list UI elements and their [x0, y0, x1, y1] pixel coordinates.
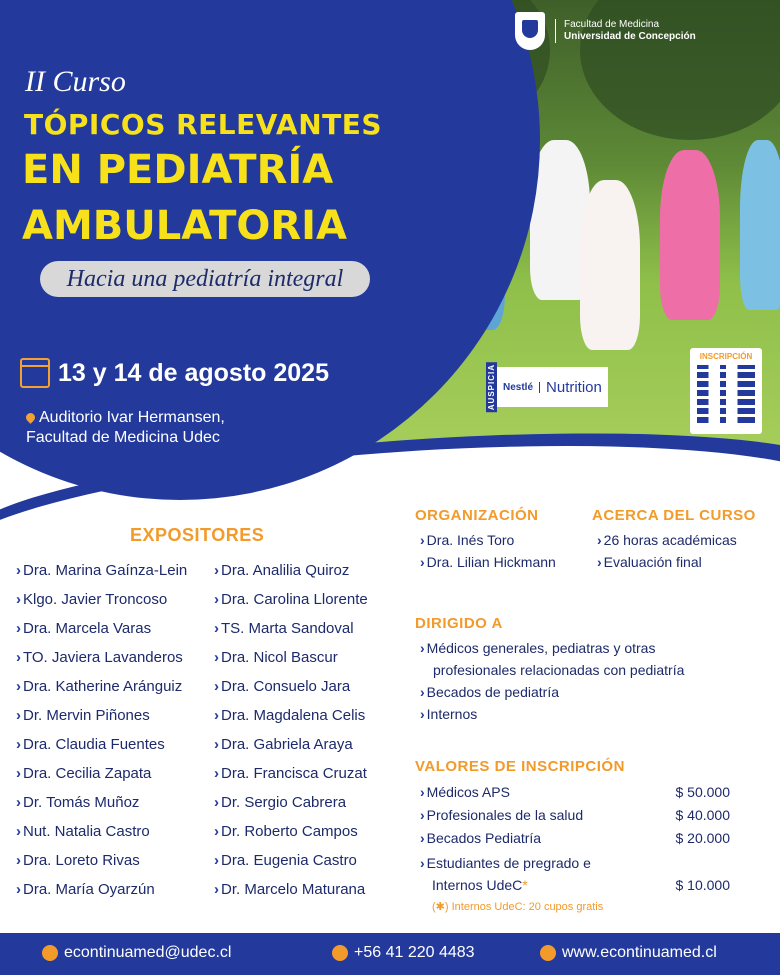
location-pin-icon — [24, 411, 37, 424]
date-text: 13 y 14 de agosto 2025 — [58, 358, 329, 387]
expositores-column-1 — [16, 556, 187, 904]
sponsor-badge — [486, 362, 608, 412]
title-line-1: TÓPICOS RELEVANTES — [24, 108, 383, 141]
logo-line-2: Universidad de Concepción — [564, 31, 696, 42]
speaker-item: › Dra. Nicol Bascur — [214, 649, 338, 666]
speaker-item: › Dr. Sergio Cabrera — [214, 794, 347, 811]
speaker-item: › Dra. Loreto Rivas — [16, 852, 140, 869]
speaker-item: › Dra. Gabriela Araya — [214, 736, 353, 753]
course-prefix: II Curso — [25, 65, 126, 98]
speaker-item: › Dra. Eugenia Castro — [214, 852, 357, 869]
acerca-list — [597, 529, 737, 573]
price-row: › Médicos APS $ 50.000 — [420, 784, 730, 800]
organizacion-list — [420, 529, 556, 573]
faculty-logo — [515, 12, 696, 50]
expositores-heading: EXPOSITORES — [130, 525, 265, 545]
speaker-item: › Dra. Marcela Varas — [16, 620, 152, 637]
list-item-continuation: profesionales relacionadas con pediatría — [433, 662, 685, 678]
speaker-item: › Dra. Katherine Aránguiz — [16, 678, 183, 695]
qr-code-icon[interactable] — [697, 365, 755, 423]
subtitle-pill: Hacia una pediatría integral — [40, 261, 370, 297]
venue-line-2: Facultad de Medicina Udec — [26, 429, 220, 446]
price-row-students-2: Internos UdeC* $ 10.000 — [432, 877, 730, 893]
speaker-item: › Klgo. Javier Troncoso — [16, 591, 168, 608]
price-note: (✱) Internos UdeC: 20 cupos gratis — [432, 901, 604, 913]
speaker-item: › Dra. Magdalena Celis — [214, 707, 366, 724]
price-row: › Becados Pediatría $ 20.000 — [420, 830, 730, 846]
venue-line-1: Auditorio Ivar Hermansen, — [39, 409, 225, 426]
list-item: › Dra. Lilian Hickmann — [420, 554, 556, 570]
title-line-3: AMBULATORIA — [22, 203, 347, 249]
speaker-item: › Dra. Analilia Quiroz — [214, 562, 350, 579]
speaker-item: › Dr. Roberto Campos — [214, 823, 358, 840]
dirigido-list — [420, 637, 684, 725]
speaker-item: › Dra. Marina Gaínza-Lein — [16, 562, 188, 579]
list-item: › Evaluación final — [597, 554, 702, 570]
footer-email[interactable]: econtinuamed@udec.cl — [42, 944, 231, 962]
university-shield-icon — [515, 12, 545, 50]
price-row: › Profesionales de la salud $ 40.000 — [420, 807, 730, 823]
phone-icon — [332, 945, 348, 961]
dirigido-heading: DIRIGIDO A — [415, 615, 503, 632]
logo-line-1: Facultad de Medicina — [564, 19, 660, 30]
speaker-item: › Dra. Cecilia Zapata — [16, 765, 152, 782]
speaker-item: › Dra. Consuelo Jara — [214, 678, 351, 695]
speaker-item: › Dra. Carolina Llorente — [214, 591, 368, 608]
speaker-item: › Dr. Tomás Muñoz — [16, 794, 140, 811]
calendar-icon — [20, 358, 50, 388]
speaker-item: › Dr. Marcelo Maturana — [214, 881, 366, 898]
footer-web[interactable]: www.econtinuamed.cl — [540, 944, 717, 962]
footer-phone[interactable]: +56 41 220 4483 — [332, 944, 475, 962]
qr-label: INSCRIPCIÓN — [699, 352, 753, 361]
valores-heading: VALORES DE INSCRIPCIÓN — [415, 758, 625, 775]
registration-qr[interactable] — [690, 348, 762, 434]
speaker-item: › TS. Marta Sandoval — [214, 620, 354, 637]
email-icon — [42, 945, 58, 961]
list-item: › Dra. Inés Toro — [420, 532, 515, 548]
sponsor-label: AUSPICIA — [487, 364, 496, 411]
speaker-item: › Nut. Natalia Castro — [16, 823, 150, 840]
list-item: › Becados de pediatría — [420, 684, 559, 700]
organizacion-heading: ORGANIZACIÓN — [415, 507, 539, 524]
event-venue — [26, 408, 225, 448]
footer-bar — [0, 933, 780, 975]
globe-icon — [540, 945, 556, 961]
list-item: › 26 horas académicas — [597, 532, 737, 548]
list-item: › Internos — [420, 706, 478, 722]
price-row-students: › Estudiantes de pregrado e — [420, 855, 591, 871]
event-date — [20, 358, 329, 388]
speaker-item: › Dra. Francisca Cruzat — [214, 765, 367, 782]
speaker-item: › Dra. Claudia Fuentes — [16, 736, 165, 753]
speaker-item: › Dra. María Oyarzún — [16, 881, 155, 898]
nestle-logo: Nestlé — [503, 382, 540, 393]
speaker-item: › TO. Javiera Lavanderos — [16, 649, 183, 666]
expositores-column-2 — [214, 556, 368, 904]
speaker-item: › Dr. Mervin Piñones — [16, 707, 150, 724]
nutrition-text: Nutrition — [546, 378, 602, 396]
title-line-2: EN PEDIATRÍA — [22, 147, 334, 193]
acerca-heading: ACERCA DEL CURSO — [592, 507, 756, 524]
list-item: › Médicos generales, pediatras y otras — [420, 640, 656, 656]
